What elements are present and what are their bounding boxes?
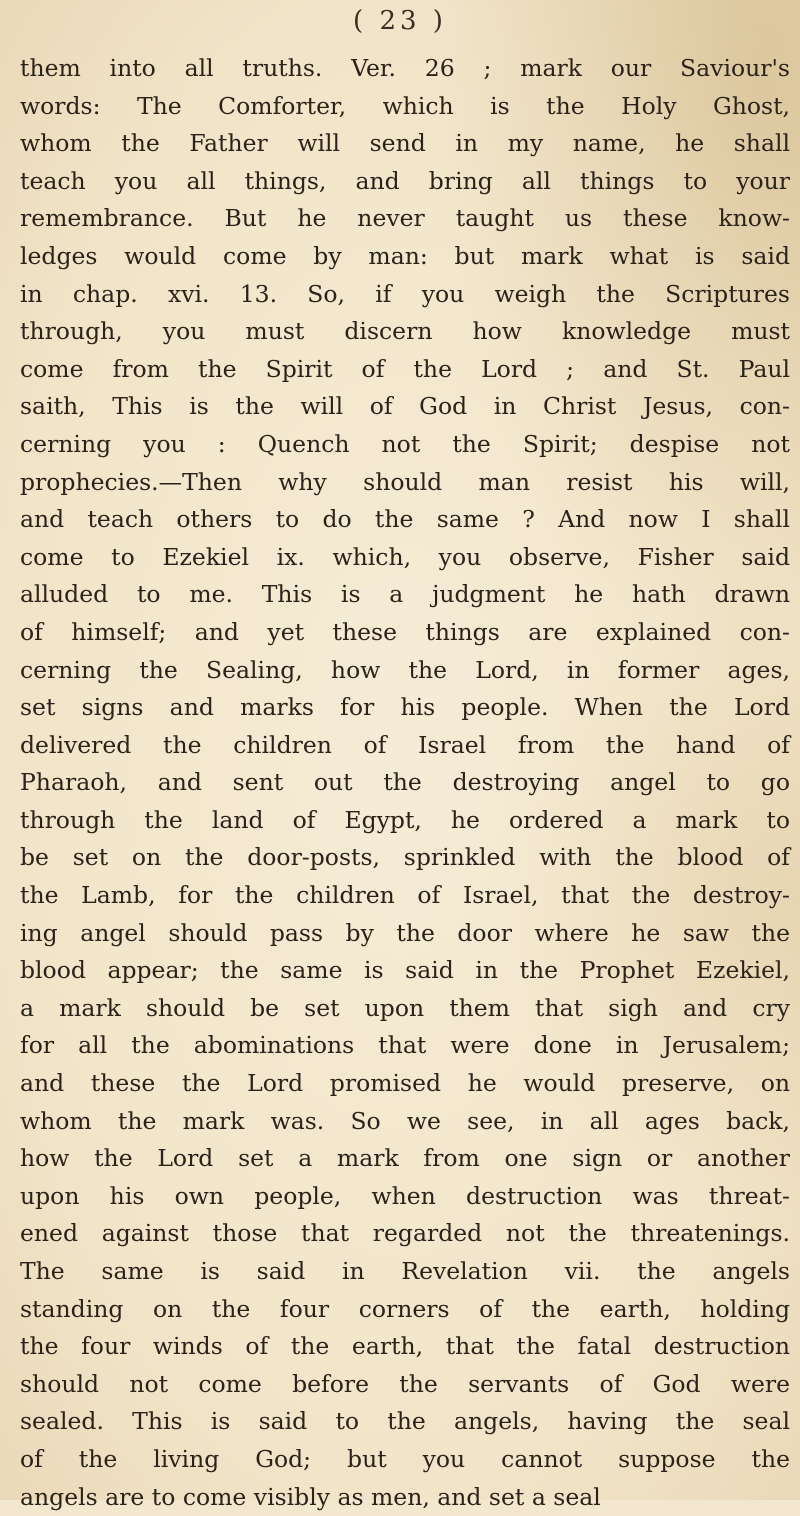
- text-line: through, you must discern how knowledge must: [20, 317, 790, 346]
- text-line: saith, This is the will of God in Christ Jesus, con-: [20, 392, 790, 421]
- text-line: through the land of Egypt, he ordered a mark to: [20, 805, 790, 834]
- text-line: ing angel should pass by the door where he saw the: [20, 918, 790, 947]
- text-line: words: The Comforter, which is the Holy Ghost,: [20, 91, 790, 120]
- text-line: sealed. This is said to the angels, having the seal: [20, 1407, 790, 1436]
- text-line: The same is said in Revelation vii. the angels: [20, 1257, 790, 1285]
- text-line: should not come before the servants of God were: [20, 1369, 790, 1398]
- text-line: of the living God; but you cannot suppose the: [20, 1444, 790, 1473]
- text-line: standing on the four corners of the earth, holding: [20, 1294, 790, 1323]
- text-line: and teach others to do the same ? And now I shall: [20, 505, 790, 534]
- text-line: for all the abominations that were done in Jerusalem;: [20, 1031, 790, 1060]
- text-line: blood appear; the same is said in the Prophet Ezekiel,: [20, 956, 790, 985]
- text-line: remembrance. But he never taught us these know-: [20, 204, 790, 233]
- text-line: the Lamb, for the children of Israel, that the destroy-: [20, 881, 790, 910]
- text-line: of himself; and yet these things are explained con-: [20, 617, 790, 646]
- text-line: whom the mark was. So we see, in all ages back,: [20, 1106, 790, 1135]
- text-line: in chap. xvi. 13. So, if you weigh the Scriptures: [20, 279, 790, 308]
- text-line: ledges would come by man: but mark what is said: [20, 241, 790, 270]
- text-line: cerning you : Quench not the Spirit; despise not: [20, 429, 790, 458]
- page-number: ( 23 ): [353, 6, 447, 36]
- text-line: the four winds of the earth, that the fatal destruction: [20, 1332, 790, 1361]
- text-line: Pharaoh, and sent out the destroying angel to go: [20, 768, 790, 797]
- text-line: come to Ezekiel ix. which, you observe, Fisher said: [20, 542, 790, 571]
- text-line: upon his own people, when destruction was threat-: [20, 1181, 790, 1210]
- text-line: cerning the Sealing, how the Lord, in former ages,: [20, 655, 790, 684]
- text-line: delivered the children of Israel from the hand of: [20, 730, 790, 759]
- text-line: be set on the door-posts, sprinkled with the blood of: [20, 843, 790, 872]
- body-text: [20, 50, 790, 1516]
- text-line: them into all truths. Ver. 26 ; mark our Saviour's: [20, 54, 790, 82]
- text-line: ened against those that regarded not the threatenings.: [20, 1219, 790, 1248]
- text-line: alluded to me. This is a judgment he hath drawn: [20, 580, 790, 609]
- text-line: whom the Father will send in my name, he shall: [20, 129, 790, 158]
- text-line: teach you all things, and bring all things to your: [20, 166, 790, 195]
- text-line: a mark should be set upon them that sigh and cry: [20, 993, 790, 1022]
- text-line: how the Lord set a mark from one sign or another: [20, 1144, 790, 1173]
- text-line: and these the Lord promised he would preserve, on: [20, 1069, 790, 1098]
- text-line: angels are to come visibly as men, and set a seal: [20, 1482, 601, 1511]
- text-line: prophecies.—Then why should man resist his will,: [20, 467, 790, 496]
- text-line: come from the Spirit of the Lord ; and St. Paul: [20, 354, 790, 383]
- text-line: set signs and marks for his people. When the Lord: [20, 693, 790, 722]
